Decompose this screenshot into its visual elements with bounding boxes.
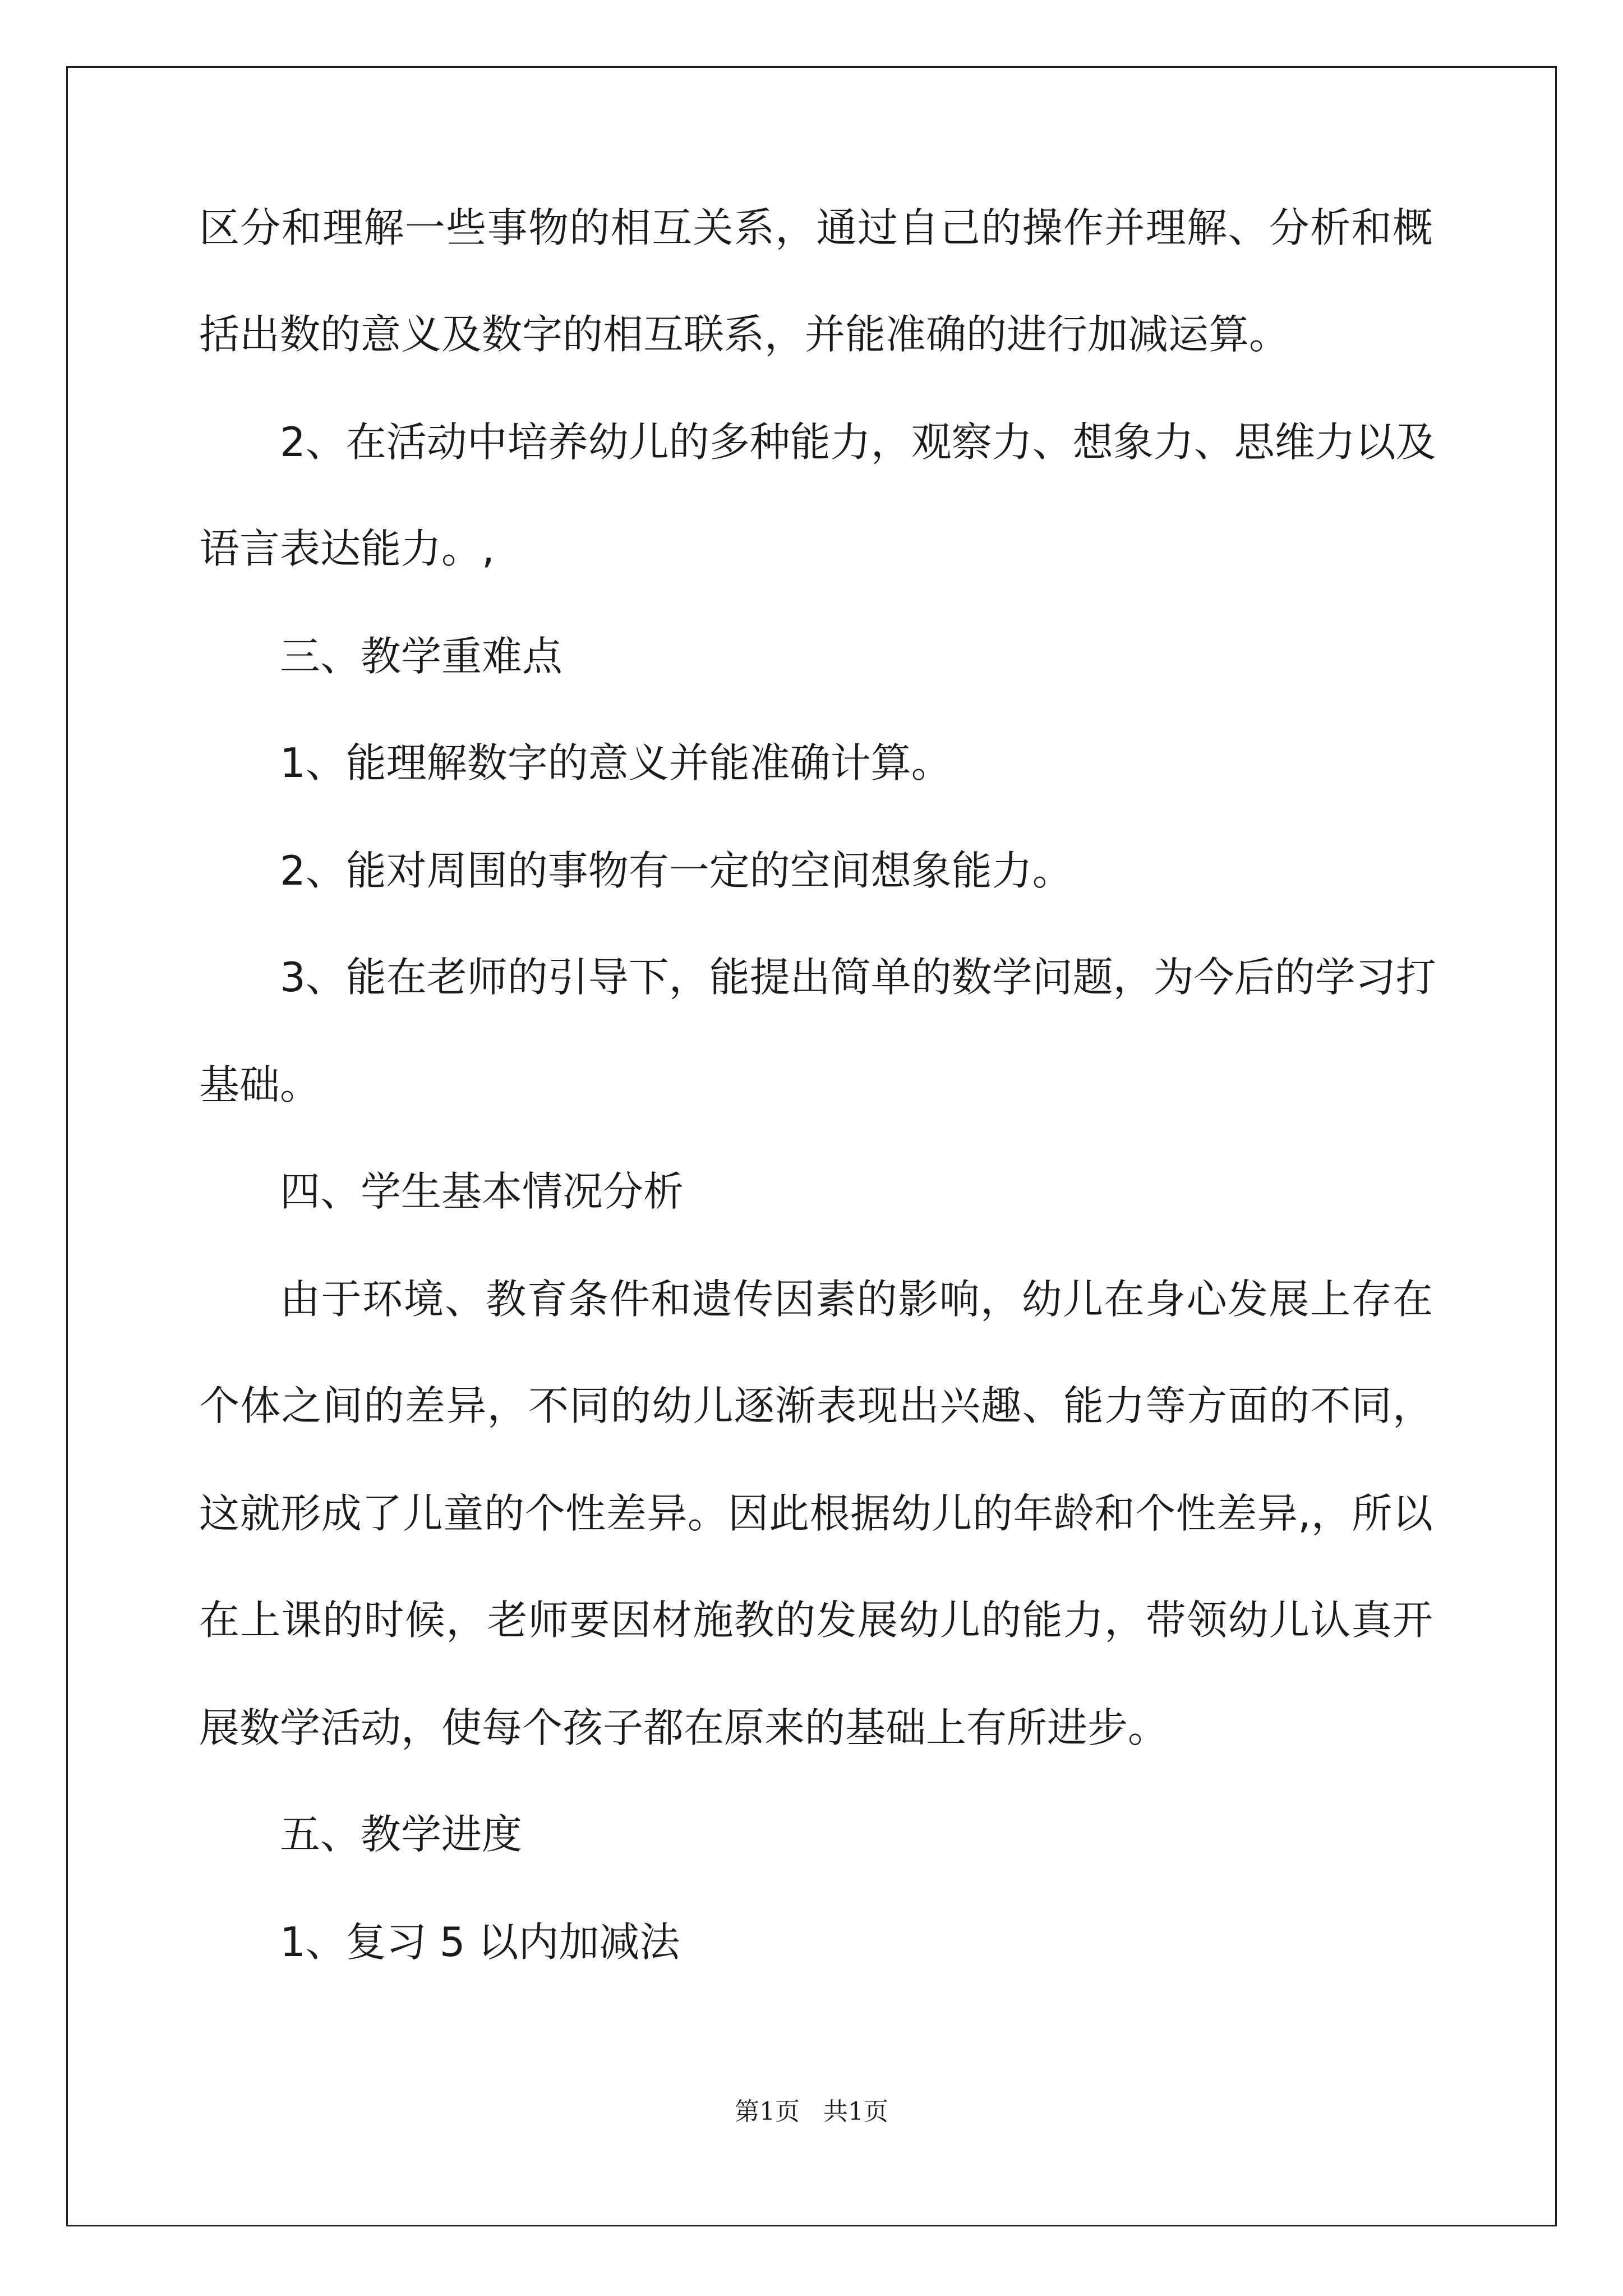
text-line: 个体之间的差异，不同的幼儿逐渐表现出兴趣、能力等方面的不同，: [199, 1382, 1433, 1429]
text-line: 2、在活动中培养幼儿的多种能力，观察力、想象力、思维力以及: [280, 418, 1436, 466]
section-heading: 四、学生基本情况分析: [280, 1168, 684, 1215]
text-line: 在上课的时候，老师要因材施教的发展幼儿的能力，带领幼儿认真开: [199, 1596, 1433, 1644]
text-line: 3、能在老师的引导下，能提出简单的数学问题，为今后的学习打: [280, 954, 1436, 1001]
text-line: 括出数的意义及数字的相互联系，并能准确的进行加减运算。: [199, 311, 1290, 358]
text-line: 1、能理解数字的意义并能准确计算。: [280, 739, 952, 786]
text-line: 1、复习 5 以内加减法: [280, 1918, 680, 1966]
text-line: 2、能对周围的事物有一定的空间想象能力。: [280, 847, 1073, 894]
text-line: 基础。: [199, 1061, 321, 1108]
text-line: 区分和理解一些事物的相互关系，通过自己的操作并理解、分析和概: [199, 204, 1433, 251]
section-heading: 五、教学进度: [280, 1811, 523, 1858]
section-heading: 三、教学重难点: [280, 633, 563, 680]
text-line: 由于环境、教育条件和遗传因素的影响，幼儿在身心发展上存在: [280, 1276, 1433, 1323]
page-border: [66, 66, 1557, 2226]
text-line: 语言表达能力。,: [199, 525, 495, 572]
text-line: 这就形成了儿童的个性差异。因此根据幼儿的年龄和个性差异,，所以: [199, 1490, 1433, 1537]
page-footer: 第1页 共1页: [735, 2097, 888, 2126]
text-line: 展数学活动，使每个孩子都在原来的基础上有所进步。: [199, 1704, 1169, 1751]
